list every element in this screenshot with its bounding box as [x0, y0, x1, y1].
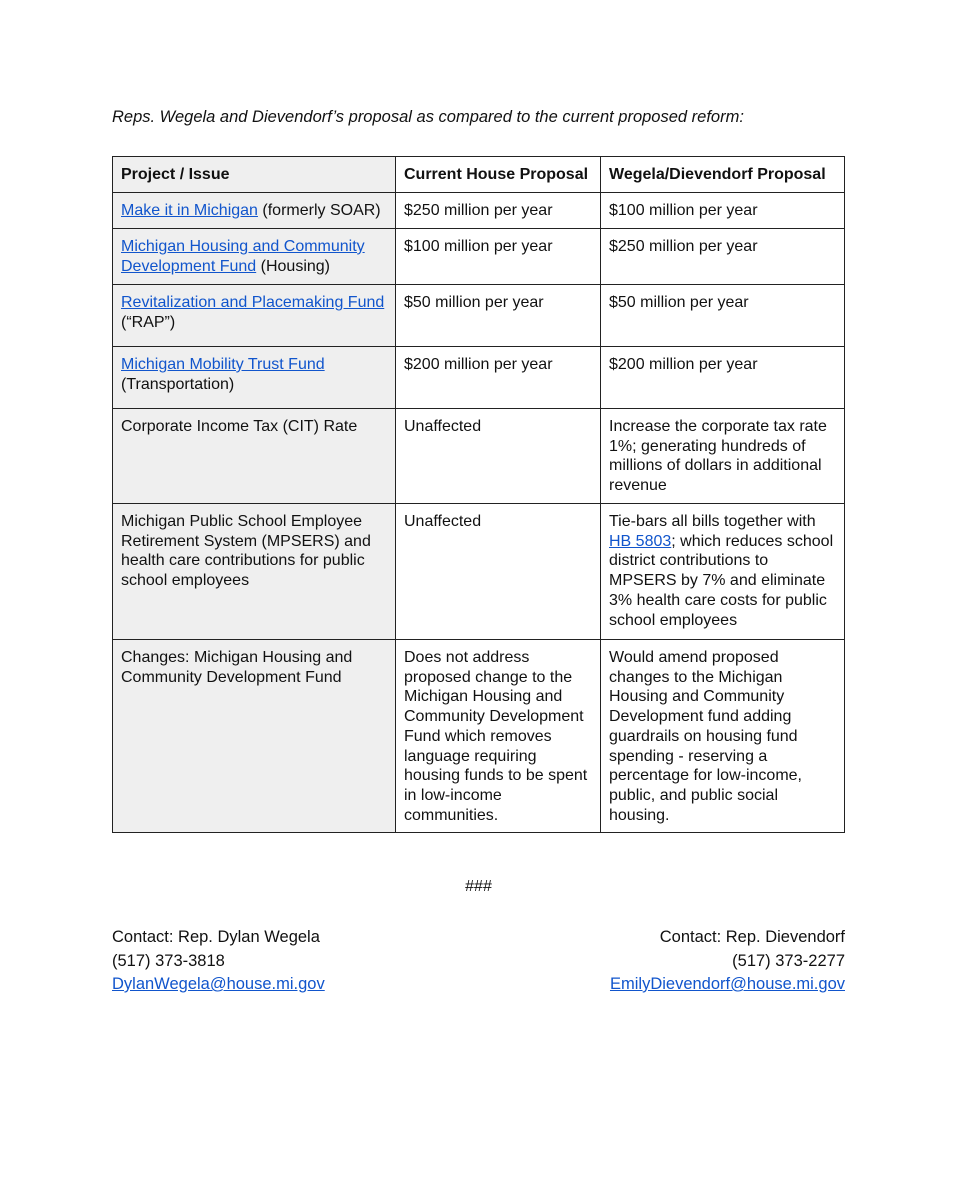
current-proposal-cell: $50 million per year [396, 285, 601, 347]
table-row [113, 347, 845, 409]
issue-cell [113, 504, 396, 640]
issue-text: (“RAP”) [121, 313, 176, 331]
contact-email-link[interactable]: DylanWegela@house.mi.gov [112, 975, 325, 993]
proposal-text: $50 million per year [609, 294, 749, 311]
issue-link[interactable]: Make it in Michigan [121, 202, 258, 219]
comparison-table [112, 156, 845, 833]
table-header-row [113, 157, 845, 193]
table-row [113, 640, 845, 833]
issue-cell [113, 229, 396, 285]
contact-name: Contact: Rep. Dievendorf [659, 928, 845, 946]
contact-phone: (517) 373-3818 [112, 951, 225, 970]
header-wegela-dievendorf-proposal: Wegela/Dievendorf Proposal [601, 157, 845, 193]
issue-text: Corporate Income Tax (CIT) Rate [121, 418, 358, 435]
section-separator: ### [465, 878, 492, 895]
wegela-proposal-cell [601, 640, 845, 833]
wegela-proposal-cell [601, 347, 845, 409]
issue-link[interactable]: Michigan Mobility Trust Fund [121, 356, 325, 373]
issue-text: (Transportation) [121, 375, 235, 393]
wegela-proposal-cell [601, 504, 845, 640]
table-row [113, 285, 845, 347]
issue-text: Michigan Public School Employee Retirement System (MPSERS) and health care contributions for public school employees [121, 513, 371, 590]
table-row [113, 409, 845, 504]
issue-link[interactable]: Revitalization and Placemaking Fund [121, 294, 385, 311]
current-proposal-cell: $200 million per year [396, 347, 601, 409]
proposal-text-cont: ; which reduces school district contributions to MPSERS by 7% and eliminate 3% health care costs for public school employees [609, 532, 834, 629]
current-proposal-cell: $250 million per year [396, 193, 601, 229]
contact-name: Contact: Rep. Dylan Wegela [112, 928, 320, 946]
intro-text: Reps. Wegela and Dievendorf’s proposal as compared to the current proposed reform: [112, 108, 744, 126]
header-project-issue: Project / Issue [113, 157, 396, 193]
table-row [113, 504, 845, 640]
wegela-proposal-cell [601, 193, 845, 229]
issue-cell [113, 347, 396, 409]
proposal-text: $250 million per year [609, 238, 758, 255]
contact-phone: (517) 373-2277 [732, 951, 845, 970]
issue-text: (Housing) [256, 257, 330, 275]
wegela-proposal-cell [601, 285, 845, 347]
proposal-text: $200 million per year [609, 356, 758, 373]
table-row [113, 229, 845, 285]
issue-cell [113, 409, 396, 504]
issue-cell [113, 193, 396, 229]
contact-wegela [112, 926, 325, 997]
current-proposal-cell: Unaffected [396, 504, 601, 640]
bill-link[interactable]: HB 5803 [609, 532, 672, 550]
proposal-text: $100 million per year [609, 202, 758, 219]
current-proposal-cell: $100 million per year [396, 229, 601, 285]
wegela-proposal-cell [601, 229, 845, 285]
header-current-house-proposal: Current House Proposal [396, 157, 601, 193]
contact-email-link[interactable]: EmilyDievendorf@house.mi.gov [609, 975, 845, 993]
contact-dievendorf [610, 926, 845, 997]
current-proposal-cell: Unaffected [396, 409, 601, 504]
issue-text: Changes: Michigan Housing and Community Development Fund [121, 649, 353, 686]
table-row [113, 193, 845, 229]
proposal-text: Increase the corporate tax rate 1%; generating hundreds of millions of dollars in additional revenue [609, 418, 827, 495]
issue-cell [113, 640, 396, 833]
proposal-text: Tie-bars all bills together with [609, 513, 816, 530]
wegela-proposal-cell [601, 409, 845, 504]
proposal-text: Would amend proposed changes to the Michigan Housing and Community Development fund adding guardrails on housing fund spending - reserving a percentage for low-income, public, and public social housing. [609, 649, 802, 824]
issue-cell [113, 285, 396, 347]
issue-text: (formerly SOAR) [257, 202, 381, 219]
current-proposal-cell: Does not address proposed change to the Michigan Housing and Community Development Fund which removes language requiring housing funds to be spent in low-income communities. [396, 640, 601, 833]
issue-link[interactable]: Michigan Housing and Community Development Fund [121, 238, 365, 275]
